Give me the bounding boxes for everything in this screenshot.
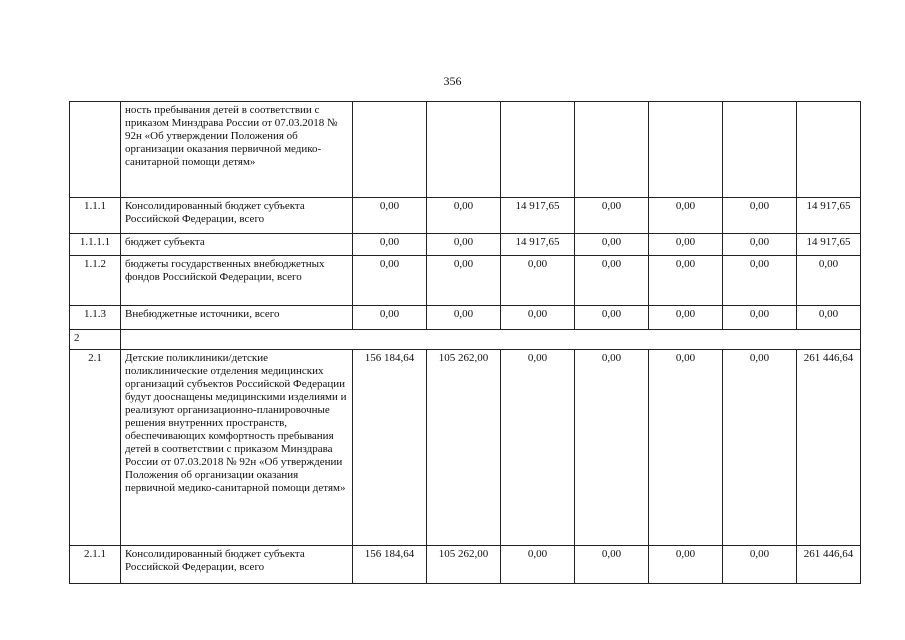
- value-cell: 0,00: [723, 234, 797, 256]
- value-cell: 0,00: [501, 306, 575, 330]
- value-cell: 0,00: [427, 198, 501, 234]
- value-cell: 0,00: [427, 234, 501, 256]
- value-cell: [427, 102, 501, 198]
- value-cell: 0,00: [649, 306, 723, 330]
- table-row: [70, 102, 861, 198]
- value-cell: 0,00: [649, 234, 723, 256]
- row-code: 1.1.1.1: [70, 234, 121, 256]
- table-row: [70, 256, 861, 306]
- value-cell: 0,00: [575, 546, 649, 584]
- section-row-empty: [121, 330, 861, 350]
- row-code: 1.1.1: [70, 198, 121, 234]
- table-row: [70, 198, 861, 234]
- row-description: Консолидированный бюджет субъекта Российской Федерации, всего: [121, 546, 353, 584]
- value-cell: 0,00: [427, 306, 501, 330]
- value-cell: 14 917,65: [501, 198, 575, 234]
- row-description: бюджеты государственных внебюджетных фондов Российской Федерации, всего: [121, 256, 353, 306]
- table-row: [70, 234, 861, 256]
- row-description: Консолидированный бюджет субъекта Российской Федерации, всего: [121, 198, 353, 234]
- value-cell: 0,00: [353, 256, 427, 306]
- table-row: [70, 306, 861, 330]
- value-cell: 105 262,00: [427, 546, 501, 584]
- value-cell: 0,00: [353, 198, 427, 234]
- row-code: 2.1.1: [70, 546, 121, 584]
- budget-table: [69, 101, 861, 584]
- value-cell: [353, 102, 427, 198]
- value-cell: 0,00: [649, 350, 723, 546]
- value-cell: 0,00: [723, 546, 797, 584]
- value-cell: 14 917,65: [797, 198, 861, 234]
- value-cell: [575, 102, 649, 198]
- table-row: [70, 546, 861, 584]
- value-cell: 0,00: [575, 306, 649, 330]
- value-cell: 0,00: [353, 234, 427, 256]
- value-cell: 261 446,64: [797, 546, 861, 584]
- value-cell: 0,00: [723, 198, 797, 234]
- value-cell: 0,00: [723, 306, 797, 330]
- value-cell: 0,00: [501, 256, 575, 306]
- value-cell: 0,00: [501, 350, 575, 546]
- value-cell: 0,00: [575, 350, 649, 546]
- value-cell: [649, 102, 723, 198]
- value-cell: 105 262,00: [427, 350, 501, 546]
- value-cell: 0,00: [649, 256, 723, 306]
- value-cell: 14 917,65: [797, 234, 861, 256]
- value-cell: 0,00: [575, 234, 649, 256]
- row-code: 1.1.2: [70, 256, 121, 306]
- page-number: 356: [443, 74, 462, 88]
- value-cell: 0,00: [501, 546, 575, 584]
- value-cell: 0,00: [797, 256, 861, 306]
- value-cell: 0,00: [353, 306, 427, 330]
- value-cell: 0,00: [797, 306, 861, 330]
- value-cell: 0,00: [723, 350, 797, 546]
- row-code: [70, 102, 121, 198]
- value-cell: 156 184,64: [353, 350, 427, 546]
- row-description: бюджет субъекта: [121, 234, 353, 256]
- value-cell: 0,00: [427, 256, 501, 306]
- value-cell: 0,00: [649, 198, 723, 234]
- value-cell: 0,00: [723, 256, 797, 306]
- value-cell: 0,00: [575, 198, 649, 234]
- value-cell: [723, 102, 797, 198]
- value-cell: [501, 102, 575, 198]
- section-row: [70, 330, 861, 350]
- row-description: Детские поликлиники/детские поликлинические отделения медицинских организаций субъектов Российской Федерации будут дооснащены медицинскими изделиями и реализуют организационно-планировочные решения внутренних пространств, обеспечивающих комфортность пребывания детей в соответствии с приказом Минздрава России от 07.03.2018 № 92н «Об утверждении Положения об организации оказания первичной медико-санитарной помощи детям»: [121, 350, 353, 546]
- value-cell: 0,00: [649, 546, 723, 584]
- value-cell: 261 446,64: [797, 350, 861, 546]
- value-cell: 0,00: [575, 256, 649, 306]
- table-row: [70, 350, 861, 546]
- row-code: 1.1.3: [70, 306, 121, 330]
- row-description: Внебюджетные источники, всего: [121, 306, 353, 330]
- value-cell: 156 184,64: [353, 546, 427, 584]
- value-cell: [797, 102, 861, 198]
- value-cell: 14 917,65: [501, 234, 575, 256]
- row-description: ность пребывания детей в соответствии с приказом Минздрава России от 07.03.2018 № 92н «Об утверждении Положения об организации оказания первичной медико-санитарной помощи детям»: [121, 102, 353, 198]
- row-code: 2.1: [70, 350, 121, 546]
- row-code: 2: [70, 330, 121, 350]
